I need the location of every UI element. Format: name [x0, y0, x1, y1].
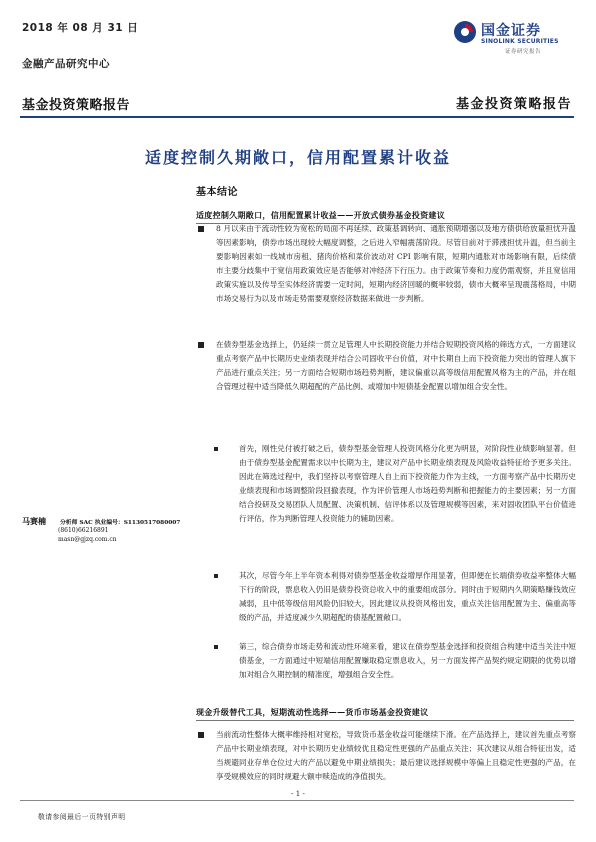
subpoint-text: 首先，刚性兑付被打破之后，债券型基金管理人投资风格分化更为明显，对阶段性业绩影响显著。但由于债券型基金配置需求以中长期为主，建议对产品中长期业绩表现及风险收益特征给予更多关注。因此在筛选过程中，我们坚持以考察管理人自上而下投资能力作为主线，一方面考察产品中长期历史业绩表现和市场调整阶段回撤表现，作为评价管理人市场趋势判断和把握能力的主要因素；另一方面结合投研及交易团队人员配置、决策机制、信评体系以及管理规模等因素，来对固收团队平台价值进行评估，作为判断管理人投资能力的辅助因素。 [239, 444, 576, 523]
subpoint-text: 其次，尽管今年上半年资本利得对债券型基金收益增厚作用显著，但即便在长端债券收益率整体大幅下行的阶段，票息收入仍旧是债券投资总收入中的重要组成部分。同时由于短期内久期策略赚钱效应减弱，且中低等级信用风险仍旧较大，因此建议从投资风格出发，重点关注信用配置为主、偏重高等级的产品，并适度减少久期超配的债基配置敞口。 [239, 571, 576, 622]
author-email[interactable]: masn@gjzq.com.cn [58, 536, 117, 543]
logo-chinese-name: 国金证券 [481, 23, 541, 39]
square-bullet-icon [198, 342, 204, 348]
sinolink-logo-icon [453, 20, 477, 44]
logo-subtitle: 证券研究报告 [505, 49, 542, 55]
small-square-bullet-icon [214, 645, 218, 649]
small-square-bullet-icon [214, 574, 218, 578]
report-title: 适度控制久期敞口，信用配置累计收益 [144, 148, 451, 167]
square-bullet-icon [198, 226, 204, 232]
paragraph-text: 在债券型基金选择上，仍延续一贯立足管理人中长期投资能力并结合短期投资风格的筛选方式，一方面建议重点考察产品中长期历史业绩表现并结合公司固收平台价值，对中长期自上而下投资能力突出的管理人旗下产品进行重点关注；另一方面结合短期市场趋势判断，建议偏重以高等级信用配置风格为主的产品，并在组合管理过程中适当降低久期超配的产品比例、或增加中短债基金配置以增加组合安全性。 [216, 340, 576, 391]
paragraph-market-review [200, 222, 576, 306]
logo-english-name: SINOLINK SECURITIES [481, 38, 559, 45]
header-divider [20, 116, 574, 118]
report-date: 2018 年 08 月 31 日 [22, 22, 139, 34]
subheading-money-market-fund: 现金升级替代工具，短期流动性选择——货币市场基金投资建议 [196, 707, 574, 721]
subpoint-text: 第三，综合债券市场走势和流动性环境来看，建议在债券型基金选择和投资组合构建中适当关注中短债基金，一方面通过中短端信用配置赚取稳定票息收入，另一方面发挥产品契约规定期限的优势以增加对组合久期控制的精准度，增强组合安全性。 [239, 642, 576, 679]
research-center: 金融产品研究中心 [22, 58, 110, 70]
author-license: 分析师 SAC 执业编号：S1130517080007 [60, 520, 181, 526]
footer-disclaimer: 敬请参阅最后一页特别声明 [38, 813, 126, 821]
section-basic-conclusion: 基本结论 [196, 187, 238, 198]
paragraph-money-market [200, 728, 576, 784]
subpoint-third [214, 640, 576, 682]
paragraph-text: 8 月以来由于流动性较为宽松的局面不再延续、政策基调转向、通胀预期增强以及地方债供给放量担忧升温等因素影响，债券市场出现较大幅度调整，之后进入窄幅震荡阶段。尽管目前对于滞涨担忧升温，但当前主要影响因素如一线城市房租、猪肉价格和菜价波动对 CPI 影响有限，短期内通胀对市场影响有限，后续债市主要分歧集中于宽信用政策效应是否能够对冲经济下行压力。由于政策节奏和力度仍需观察，并且宽信用政策实施以及传导至实体经济需要一定时间，短期内经济回暖的概率较弱，债市大概率呈现震荡格局，中期市场交易行为以及市场走势需要观察经济数据来做进一步判断。 [216, 224, 576, 303]
page-number: - 1 - [291, 790, 305, 798]
paragraph-text: 当前流动性整体大概率维持相对宽松，导致货币基金收益可能继续下滑。在产品选择上，建议首先重点考察产品中长期业绩表现，对中长期历史业绩较优且稳定性更强的产品重点关注；其次建议从组合特征出发，适当规避同业存单仓位过大的产品以避免中期业绩损失；最后建议选择规模中等偏上且稳定性更强的产品，在享受规模效应的同时规避大额申赎造成的净值损失。 [216, 730, 576, 781]
subheading-bond-fund: 适度控制久期敞口，信用配置累计收益——开放式债券基金投资建议 [196, 210, 574, 224]
author-name: 马赛楠 [22, 517, 46, 526]
author-phone: (8610)66216891 [58, 527, 109, 534]
subpoint-second [214, 569, 576, 625]
small-square-bullet-icon [214, 447, 218, 451]
report-type-right: 基金投资策略报告 [455, 97, 572, 112]
report-type-left: 基金投资策略报告 [22, 98, 131, 113]
subpoint-first [214, 442, 576, 526]
footer-divider [20, 800, 574, 801]
paragraph-bond-fund-selection [200, 338, 576, 394]
square-bullet-icon [198, 732, 204, 738]
